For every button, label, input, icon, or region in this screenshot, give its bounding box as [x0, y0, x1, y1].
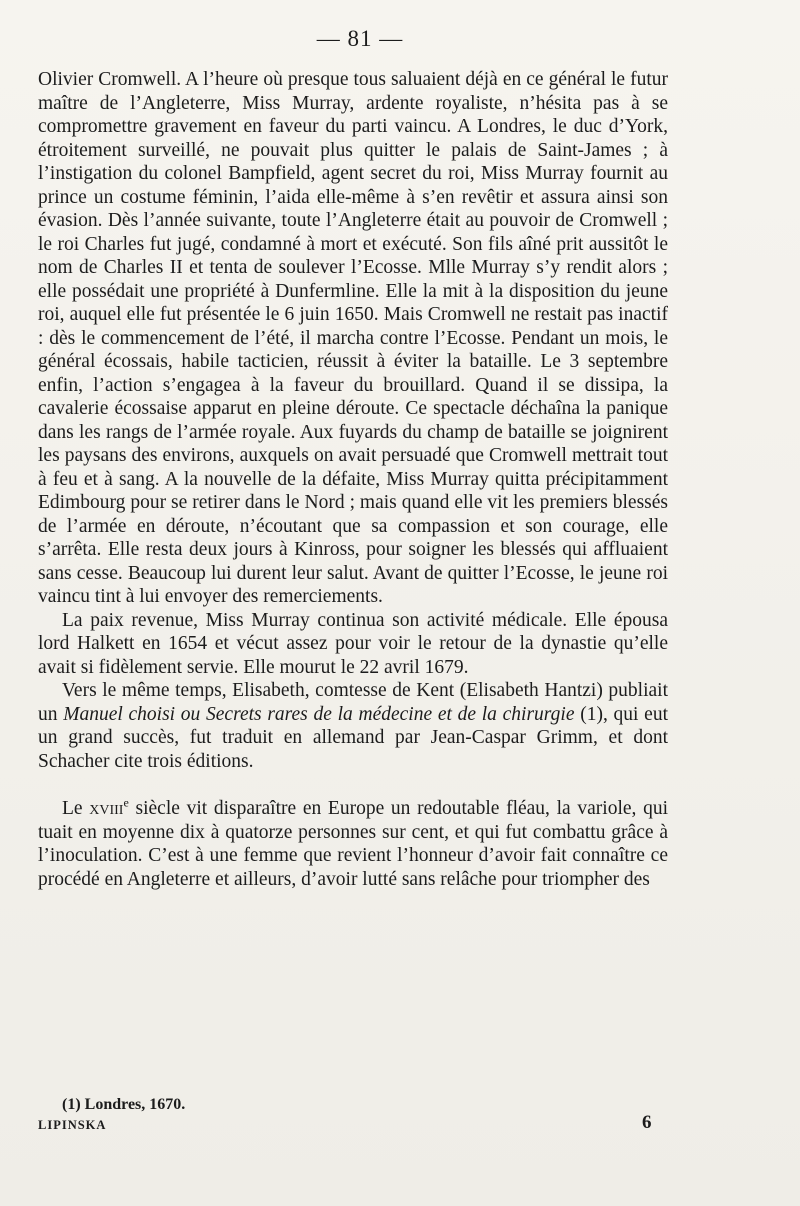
book-title: Manuel choisi ou Secrets rares de la médecine et de la chirurgie: [63, 703, 575, 725]
paragraph-text: (1), qui eut un grand succès, fut traduit en allemand par Jean-Caspar Grimm, et dont Schacher cite trois éditions.: [38, 703, 668, 772]
paragraph: [38, 797, 668, 891]
footnote: (1) Londres, 1670.: [62, 1096, 186, 1113]
paragraph-text: Le: [62, 798, 90, 819]
paragraph: Olivier Cromwell. A l’heure où presque tous saluaient déjà en ce général le futur maître de l’Angleterre, Miss Murray, ardente royaliste, n’hésita pas à se compromettre gravement en faveur du parti vaincu. A Londres, le duc d’York, étroitement surveillé, ne pouvait plus quitter le palais de Saint-James ; à l’instigation du colonel Bampfield, agent secret du roi, Miss Murray fournit au prince un costume féminin, l’aida elle-même à s’en revêtir et assura ainsi son évasion. Dès l’année suivante, toute l’Angleterre était au pouvoir de Cromwell ; le roi Charles fut jugé, condamné à mort et exécuté. Son fils aîné prit aussitôt le nom de Charles II et tenta de soulever l’Ecosse. Mlle Murray s’y rendit alors ; elle possédait une propriété à Dunfermline. Elle la mit à la disposition du jeune roi, auquel elle fut présentée le 6 juin 1650. Mais Cromwell ne restait pas inactif : dès le commencement de l’été, il marcha contre l’Ecosse. Pendant un mois, le général écossais, habile tacticien, réussit à éviter la bataille. Le 3 septembre enfin, l’action s’engagea à la faveur du brouillard. Quand il se dissipa, la cavalerie écossaise apparut en pleine déroute. Ce spectacle déchaîna la panique dans les rangs de l’armée royale. Aux fuyards du champ de bataille se joignirent les paysans des environs, auxquels on avait persuadé que Cromwell mettrait tout à feu et à sang. A la nouvelle de la défaite, Miss Murray quitta précipitamment Edimbourg pour se retirer dans le Nord ; mais quand elle vit les premiers blessés de l’armée en déroute, n’écoutant que sa compassion et son courage, elle s’arrêta. Elle resta deux jours à Kinross, pour soigner les blessés qui affluaient sans cesse. Beaucoup lui durent leur salut. Avant de quitter l’Ecosse, le jeune roi vaincu tint à lui envoyer des remerciements.: [38, 69, 668, 607]
signature-number: 6: [642, 1112, 652, 1133]
paragraph: [38, 679, 668, 773]
paragraph: La paix revenue, Miss Murray continua son activité médicale. Elle épousa lord Halkett en 1654 et vécut assez pour voir le retour de la dynastie qu’elle avait si fidèlement servie. Elle mourut le 22 avril 1679.: [38, 609, 668, 678]
century-suffix: e: [123, 795, 129, 810]
paragraph-text: siècle vit disparaître en Europe un redoutable fléau, la variole, qui tuait en moyenne dix à quatorze personnes sur cent, et qui fut combattu grâce à l’inoculation. C’est à une femme que revient l’honneur d’avoir fait connaître ce procédé en Angleterre et ailleurs, d’avoir lutté sans relâche pour triompher des: [38, 798, 668, 890]
page-number: — 81 —: [316, 26, 404, 51]
signature-mark: LIPINSKA: [38, 1118, 107, 1132]
paragraph-text: Vers le même temps, Elisabeth, comtesse de Kent (Elisabeth Hantzi) publiait un: [38, 680, 668, 725]
century-numeral: xviii: [89, 798, 124, 819]
body-text: [38, 68, 668, 891]
